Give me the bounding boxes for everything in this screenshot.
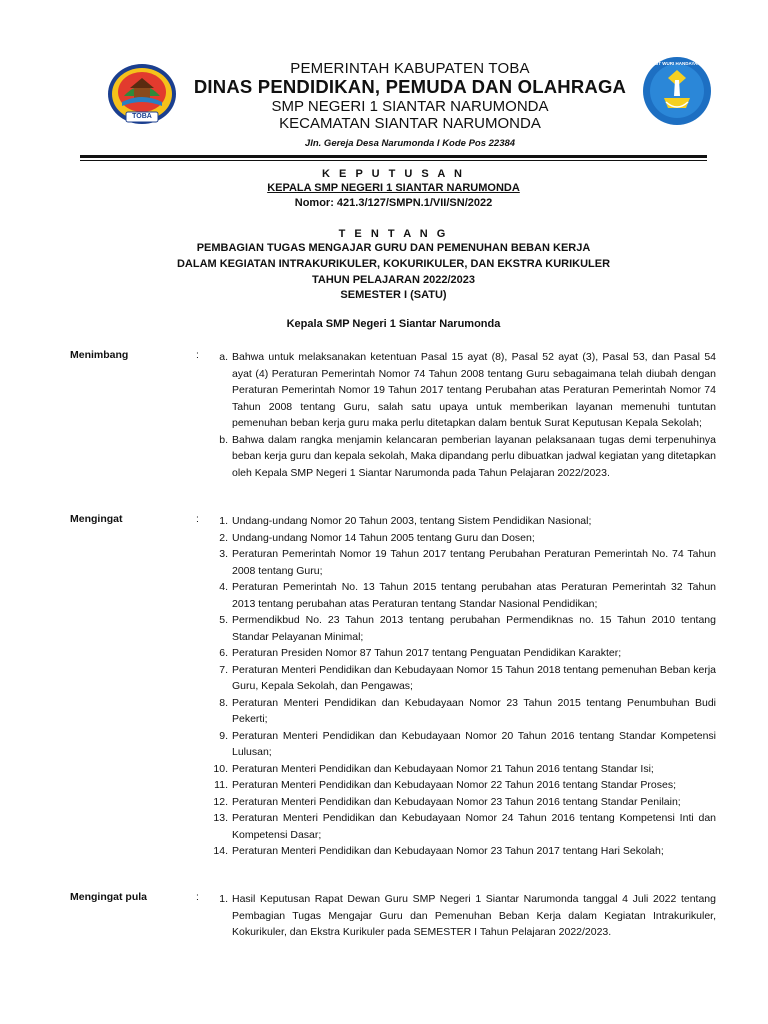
item-number: a. bbox=[219, 351, 228, 363]
item-text: Peraturan Menteri Pendidikan dan Kebudayaan Nomor 23 Tahun 2017 tentang Hari Sekolah; bbox=[232, 845, 664, 857]
item-text: Peraturan Menteri Pendidikan dan Kebudayaan Nomor 23 Tahun 2016 tentang Standar Penilain; bbox=[232, 795, 681, 808]
subject-line-3: TAHUN PELAJARAN 2022/2023 bbox=[311, 274, 476, 286]
section-colon: : bbox=[196, 349, 199, 361]
list-item bbox=[210, 645, 716, 662]
list-item bbox=[210, 843, 716, 860]
letterhead-thin-rule bbox=[80, 160, 707, 161]
item-number: 10. bbox=[213, 762, 228, 775]
district-name: KECAMATAN SIANTAR NARUMONDA bbox=[279, 115, 541, 132]
subject-line-4: SEMESTER I (SATU) bbox=[340, 289, 447, 301]
government-name: PEMERINTAH KABUPATEN TOBA bbox=[290, 60, 530, 77]
item-number: b. bbox=[219, 433, 228, 446]
item-text: Peraturan Menteri Pendidikan dan Kebudayaan Nomor 20 Tahun 2016 tentang Standar Kompetensi Lulusan; bbox=[232, 729, 716, 758]
item-number: 9. bbox=[219, 729, 228, 742]
item-text: Peraturan Menteri Pendidikan dan Kebudayaan Nomor 23 Tahun 2015 tentang Penumbuhan Budi Pekerti; bbox=[232, 696, 716, 725]
additional-basis-list bbox=[210, 891, 716, 941]
tut-wuri-logo-text: TUT WURI HANDAYANI bbox=[652, 61, 702, 66]
list-item bbox=[210, 794, 716, 811]
item-number: 4. bbox=[219, 581, 228, 593]
item-text: Undang-undang Nomor 14 Tahun 2005 tentang Guru dan Dosen; bbox=[232, 531, 535, 544]
list-item bbox=[210, 728, 716, 761]
list-item bbox=[210, 810, 716, 843]
section-colon: : bbox=[196, 513, 199, 525]
list-item bbox=[210, 891, 716, 941]
decision-number: Nomor: 421.3/127/SMPN.1/VII/SN/2022 bbox=[294, 197, 493, 209]
list-item bbox=[210, 546, 716, 579]
list-item bbox=[210, 761, 716, 778]
legal-basis-list bbox=[210, 513, 716, 860]
list-item bbox=[210, 662, 716, 695]
item-text: Peraturan Menteri Pendidikan dan Kebudayaan Nomor 24 Tahun 2016 tentang Kompetensi Inti dan Kompetensi Dasar; bbox=[232, 812, 716, 841]
item-text: Peraturan Presiden Nomor 87 Tahun 2017 tentang Penguatan Pendidikan Karakter; bbox=[232, 647, 622, 659]
toba-regency-logo bbox=[106, 62, 178, 130]
item-number: 13. bbox=[213, 812, 228, 824]
subject-line-2: DALAM KEGIATAN INTRAKURIKULER, KOKURIKULER, DAN EKSTRA KURIKULER bbox=[176, 258, 611, 270]
section-colon: : bbox=[196, 891, 199, 903]
tut-wuri-handayani-logo bbox=[642, 56, 712, 126]
item-text: Peraturan Pemerintah Nomor 19 Tahun 2017 tentang Perubahan Peraturan Pemerintah No. 74 Tahun 2008 tentang Guru; bbox=[232, 548, 716, 577]
item-text: Bahwa untuk melaksanakan ketentuan Pasal 15 ayat (8), Pasal 52 ayat (3), Pasal 53, dan Pasal 54 ayat (4) Peraturan Pemerintah Nomor 74 Tahun 2008 tentang Guru sebagaimana telah diubah dengan Peraturan Pemerintah Nomor 19 Tahun 2017 tentang Perubahan atas Peraturan Pemerintah Nomor 74 Tahun 2008 tentang Guru, salah satu upaya untuk memberikan layanan memenuhi tuntutan pemenuhan beban kerja guru maka perlu ditetapkan dalam bentuk Surat Keputusan Kepala Sekolah; bbox=[232, 351, 716, 429]
school-name: SMP NEGERI 1 SIANTAR NARUMONDA bbox=[271, 98, 549, 115]
item-number: 5. bbox=[219, 614, 228, 626]
list-item bbox=[210, 695, 716, 728]
item-number: 3. bbox=[219, 548, 228, 560]
item-text: Bahwa dalam rangka menjamin kelancaran pemberian layanan pelaksanaan tugas demi terpenuhinya beban kerja guru dan kepala sekolah, Maka dipandang perlu dibuatkan jadwal kegiatan yang ditetapkan oleh Kepala SMP Negeri 1 Siantar Narumonda pada Tahun Pelajaran 2022/2023. bbox=[232, 433, 716, 479]
subject-line-1: PEMBAGIAN TUGAS MENGAJAR GURU DAN PEMENUHAN BEBAN KERJA bbox=[196, 242, 591, 254]
school-address: Jln. Gereja Desa Narumonda I Kode Pos 22384 bbox=[304, 138, 516, 149]
list-item bbox=[210, 432, 716, 482]
about-heading: T E N T A N G bbox=[338, 228, 449, 240]
item-number: 14. bbox=[213, 845, 228, 857]
decision-heading: K E P U T U S A N bbox=[322, 168, 465, 180]
item-number: 8. bbox=[219, 696, 228, 709]
item-text: Peraturan Menteri Pendidikan dan Kebudayaan Nomor 21 Tahun 2016 tentang Standar Isi; bbox=[232, 762, 654, 775]
item-number: 6. bbox=[219, 647, 228, 659]
item-number: 12. bbox=[213, 795, 228, 808]
item-number: 11. bbox=[214, 779, 228, 791]
section-label: Mengingat bbox=[70, 513, 123, 525]
letterhead bbox=[180, 60, 640, 150]
section-label: Mengingat pula bbox=[70, 891, 147, 903]
item-number: 1. bbox=[219, 893, 228, 905]
item-number: 2. bbox=[219, 531, 228, 544]
department-name: DINAS PENDIDIKAN, PEMUDA DAN OLAHRAGA bbox=[193, 76, 627, 97]
item-text: Hasil Keputusan Rapat Dewan Guru SMP Negeri 1 Siantar Narumonda tanggal 4 Juli 2022 tentang Pembagian Tugas Mengajar Guru dan Pemenuhan Beban Kerja dalam Kegiatan Intrakurikuler, Kokurikuler, dan Ekstra Kurikuler pada SEMESTER I Tahun Pelajaran 2022/2023. bbox=[232, 893, 716, 938]
list-item bbox=[210, 530, 716, 547]
toba-logo-text: TOBA bbox=[132, 113, 152, 120]
list-item bbox=[210, 612, 716, 645]
item-text: Peraturan Menteri Pendidikan dan Kebudayaan Nomor 22 Tahun 2016 tentang Standar Proses; bbox=[232, 779, 677, 791]
decision-issuer: KEPALA SMP NEGERI 1 SIANTAR NARUMONDA bbox=[267, 182, 520, 194]
list-item bbox=[210, 349, 716, 432]
issuer-line: Kepala SMP Negeri 1 Siantar Narumonda bbox=[286, 318, 501, 330]
list-item bbox=[210, 579, 716, 612]
item-number: 7. bbox=[219, 663, 228, 676]
item-text: Undang-undang Nomor 20 Tahun 2003, tentang Sistem Pendidikan Nasional; bbox=[232, 515, 592, 527]
consideration-list bbox=[210, 349, 716, 481]
item-text: Peraturan Pemerintah No. 13 Tahun 2015 tentang perubahan atas Peraturan Pemerintah 32 Tahun 2013 tentang perubahan atas Peraturan tentang Standar Nasional Pendidikan; bbox=[232, 581, 716, 610]
item-number: 1. bbox=[219, 515, 228, 527]
item-text: Peraturan Menteri Pendidikan dan Kebudayaan Nomor 15 Tahun 2018 tentang pemenuhan Beban kerja Guru, Kepala Sekolah, dan Pengawas; bbox=[232, 663, 716, 692]
list-item bbox=[210, 777, 716, 794]
section-label: Menimbang bbox=[70, 349, 129, 361]
list-item bbox=[210, 513, 716, 530]
letterhead-thick-rule bbox=[80, 155, 707, 158]
item-text: Permendikbud No. 23 Tahun 2013 tentang perubahan Permendiknas no. 15 Tahun 2010 tentang Standar Pelayanan Minimal; bbox=[232, 614, 716, 643]
